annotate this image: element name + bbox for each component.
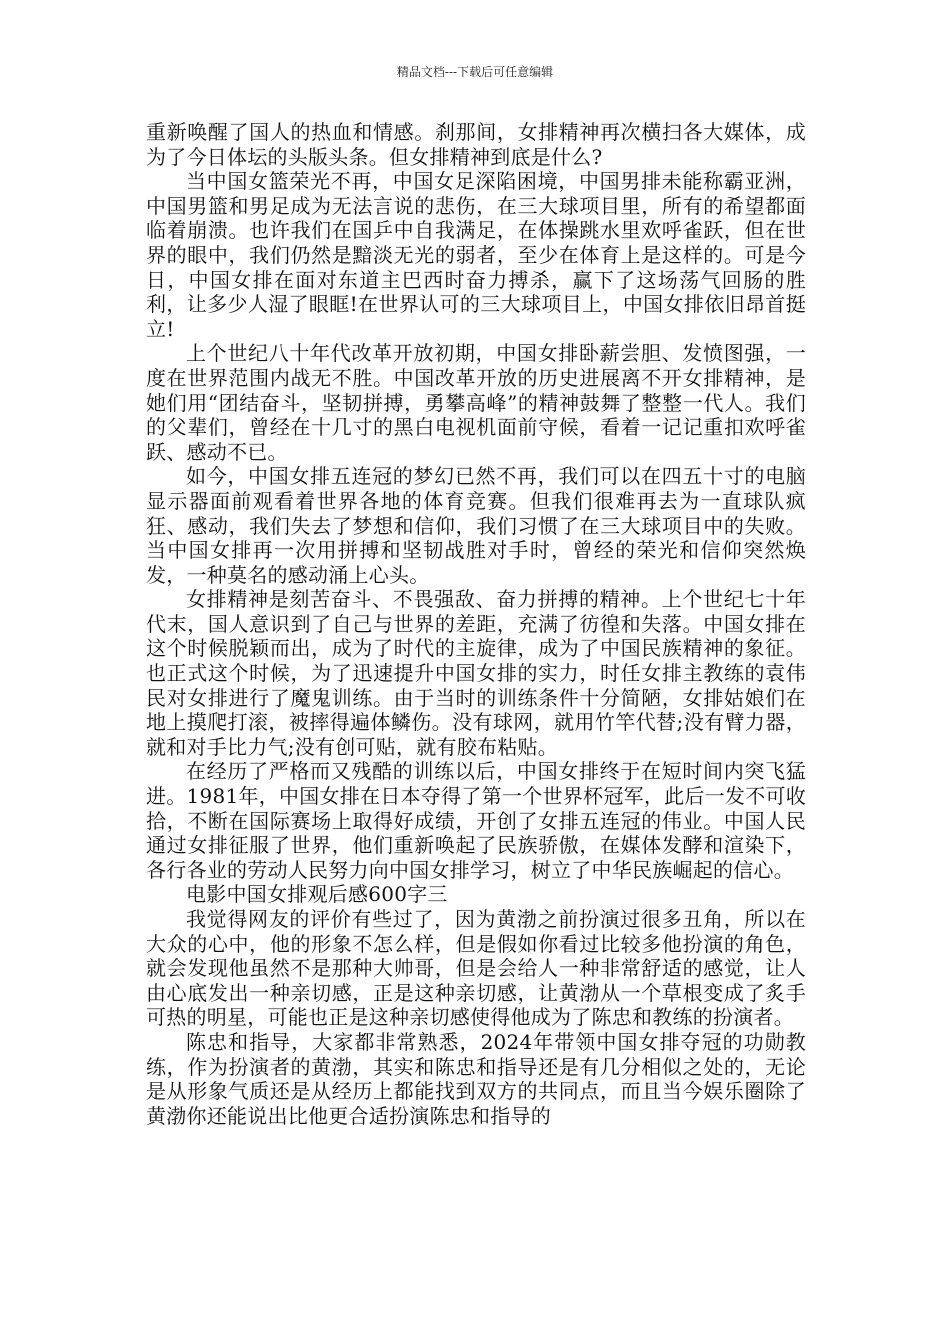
paragraph: 上个世纪八十年代改革开放初期，中国女排卧薪尝胆、发愤图强，一度在世界范围内战无不胜。中国改革开放的历史进展离不开女排精神，是她们用“团结奋斗，坚韧拼搏，勇攀高峰”的精神鼓舞了整整一代人。我们的父辈们，曾经在十几寸的黑白电视机面前守候，看着一记记重扣欢呼雀跃、感动不已。 [146, 341, 806, 464]
page-header: 精品文档---下载后可任意编辑 [396, 65, 554, 79]
paragraph: 陈忠和指导，大家都非常熟悉，2024年带领中国女排夺冠的功勋教练，作为扮演者的黄渤，其实和陈忠和指导还是有几分相似之处的，无论是从形象气质还是从经历上都能找到双方的共同点，而且当今娱乐圈除了黄渤你还能说出比他更合适扮演陈忠和指导的 [146, 1029, 806, 1128]
section-heading: 电影中国女排观后感600字三 [186, 882, 448, 907]
paragraph: 当中国女篮荣光不再，中国女足深陷困境，中国男排未能称霸亚洲，中国男篮和男足成为无法言说的悲伤，在三大球项目里，所有的希望都面临着崩溃。也许我们在国乒中自我满足，在体操跳水里欢呼雀跃，但在世界的眼中，我们仍然是黯淡无光的弱者，至少在体育上是这样的。可是今日，中国女排在面对东道主巴西时奋力搏杀，赢下了这场荡气回肠的胜利，让多少人湿了眼眶!在世界认可的三大球项目上，中国女排依旧昂首挺立! [146, 169, 806, 341]
document-body [146, 120, 806, 1128]
paragraph: 我觉得网友的评价有些过了，因为黄渤之前扮演过很多丑角，所以在大众的心中，他的形象不怎么样，但是假如你看过比较多他扮演的角色，就会发现他虽然不是那种大帅哥，但是会给人一种非常舒适的感觉，让人由心底发出一种亲切感，正是这种亲切感，让黄渤从一个草根变成了炙手可热的明星，可能也正是这种亲切感使得他成为了陈忠和教练的扮演者。 [146, 907, 806, 1030]
paragraph: 在经历了严格而又残酷的训练以后，中国女排终于在短时间内突飞猛进。1981年，中国女排在日本夺得了第一个世界杯冠军，此后一发不可收拾，不断在国际赛场上取得好成绩，开创了女排五连冠的伟业。中国人民通过女排征服了世界，他们重新唤起了民族骄傲，在媒体发酵和渲染下，各行各业的劳动人民努力向中国女排学习，树立了中华民族崛起的信心。 [146, 759, 806, 882]
paragraph: 女排精神是刻苦奋斗、不畏强敌、奋力拼搏的精神。上个世纪七十年代末，国人意识到了自己与世界的差距，充满了彷徨和失落。中国女排在这个时候脱颖而出，成为了时代的主旋律，成为了中国民族精神的象征。也正式这个时候，为了迅速提升中国女排的实力，时任女排主教练的袁伟民对女排进行了魔鬼训练。由于当时的训练条件十分简陋，女排姑娘们在地上摸爬打滚，被摔得遍体鳞伤。没有球网，就用竹竿代替;没有臂力器，就和对手比力气;没有创可贴，就有胶布粘贴。 [146, 587, 806, 759]
paragraph: 重新唤醒了国人的热血和情感。刹那间，女排精神再次横扫各大媒体，成为了今日体坛的头版头条。但女排精神到底是什么? [146, 120, 806, 169]
paragraph: 如今，中国女排五连冠的梦幻已然不再，我们可以在四五十寸的电脑显示器面前观看着世界各地的体育竞赛。但我们很难再去为一直球队疯狂、感动，我们失去了梦想和信仰，我们习惯了在三大球项目中的失败。当中国女排再一次用拼搏和坚韧战胜对手时，曾经的荣光和信仰突然焕发，一种莫名的感动涌上心头。 [146, 464, 806, 587]
